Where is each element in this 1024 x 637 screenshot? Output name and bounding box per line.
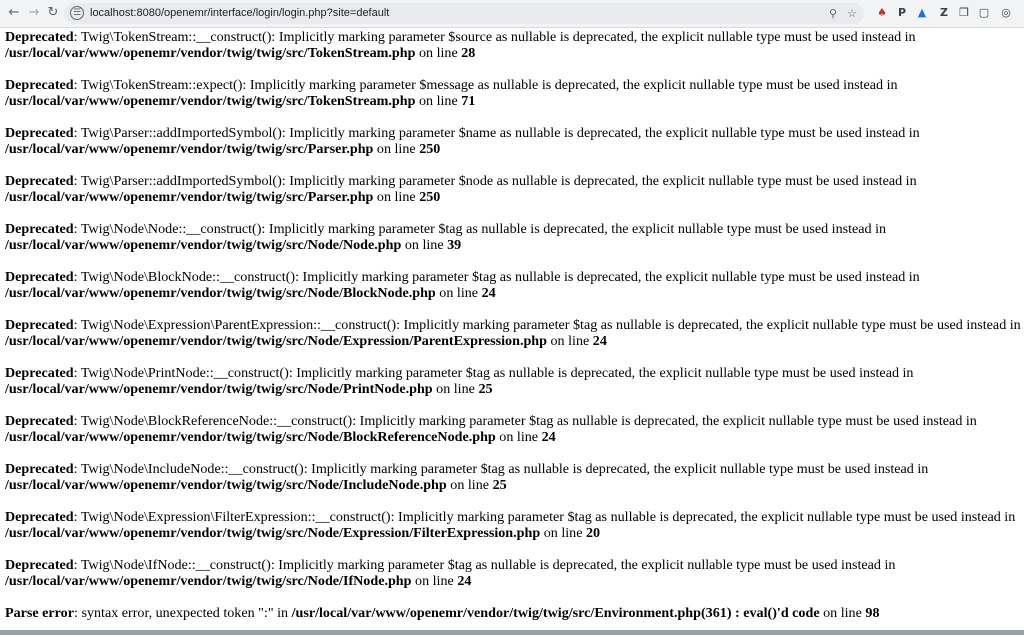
deprecation-file-path: /usr/local/var/www/openemr/vendor/twig/twig/src/Node/PrintNode.php	[5, 381, 433, 397]
deprecation-file-path: /usr/local/var/www/openemr/vendor/twig/twig/src/Parser.php	[5, 141, 374, 157]
deprecation-message	[5, 509, 1021, 541]
deprecation-line-number: 24	[457, 573, 472, 589]
deprecation-text: Twig\TokenStream::__construct(): Implicitly marking parameter $source as nullable is deprecated, the explicit nullable type must be used instead in	[80, 29, 916, 45]
deprecation-text: Twig\Node\PrintNode::__construct(): Implicitly marking parameter $tag as nullable is deprecated, the explicit nullable type must be used instead in	[80, 365, 914, 381]
deprecation-separator: :	[73, 77, 81, 93]
deprecation-line-number: 28	[461, 45, 476, 61]
forward-arrow-icon[interactable]: →	[28, 5, 40, 20]
deprecation-online: on line	[432, 381, 479, 397]
deprecation-file-path: /usr/local/var/www/openemr/vendor/twig/twig/src/Node/IfNode.php	[5, 573, 412, 589]
deprecation-message	[5, 365, 1021, 397]
reload-icon[interactable]: ↻	[47, 5, 59, 20]
deprecation-online: on line	[446, 477, 493, 493]
deprecation-file-path: /usr/local/var/www/openemr/vendor/twig/twig/src/Node/Expression/ParentExpression.php	[5, 333, 547, 349]
deprecation-line-number: 71	[461, 93, 476, 109]
deprecation-online: on line	[546, 333, 593, 349]
deprecation-label: Deprecated	[5, 509, 74, 525]
extension-3-icon[interactable]: ❐	[959, 6, 969, 19]
deprecation-line-number: 20	[586, 525, 601, 541]
deprecation-online: on line	[373, 141, 420, 157]
parse-error-line: 98	[865, 605, 880, 621]
zoom-icon[interactable]: ⚲	[828, 7, 838, 20]
deprecation-file-path: /usr/local/var/www/openemr/vendor/twig/twig/src/Parser.php	[5, 189, 374, 205]
deprecation-text: Twig\Node\BlockReferenceNode::__construct(): Implicitly marking parameter $tag as nullable is deprecated, the explicit nullable type must be used instead in	[80, 413, 977, 429]
deprecation-separator: :	[73, 29, 81, 45]
deprecation-label: Deprecated	[5, 461, 74, 477]
site-info-icon[interactable]: ☰	[70, 6, 84, 20]
deprecation-online: on line	[495, 429, 542, 445]
deprecation-online: on line	[401, 237, 448, 253]
deprecation-text: Twig\Node\Expression\ParentExpression::__construct(): Implicitly marking parameter $tag as nullable is deprecated, the explicit nullable type must be used instead in	[80, 317, 1021, 333]
deprecation-file-path: /usr/local/var/www/openemr/vendor/twig/twig/src/TokenStream.php	[5, 45, 416, 61]
deprecation-file-path: /usr/local/var/www/openemr/vendor/twig/twig/src/Node/BlockReferenceNode.php	[5, 429, 496, 445]
deprecation-file-path: /usr/local/var/www/openemr/vendor/twig/twig/src/TokenStream.php	[5, 93, 416, 109]
extensions-puzzle-icon[interactable]: ▢	[978, 6, 990, 19]
deprecation-line-number: 250	[419, 141, 441, 157]
bookmark-star-icon[interactable]: ☆	[847, 7, 857, 20]
deprecation-message	[5, 29, 1021, 61]
deprecation-message	[5, 413, 1021, 445]
deprecation-separator: :	[73, 557, 81, 573]
deprecation-online: on line	[411, 573, 458, 589]
deprecation-separator: :	[73, 317, 81, 333]
deprecation-online: on line	[373, 189, 420, 205]
parse-error-label: Parse error	[5, 605, 74, 621]
deprecation-label: Deprecated	[5, 557, 74, 573]
address-bar[interactable]	[64, 3, 864, 24]
deprecation-text: Twig\Node\IfNode::__construct(): Implicitly marking parameter $tag as nullable is deprecated, the explicit nullable type must be used instead in	[80, 557, 896, 573]
deprecation-text: Twig\Node\IncludeNode::__construct(): Implicitly marking parameter $tag as nullable is deprecated, the explicit nullable type must be used instead in	[80, 461, 929, 477]
deprecation-label: Deprecated	[5, 29, 74, 45]
deprecation-separator: :	[73, 509, 81, 525]
deprecation-online: on line	[435, 285, 482, 301]
deprecation-separator: :	[73, 173, 81, 189]
extension-1-icon[interactable]: ♠	[877, 6, 887, 19]
bottom-dock-strip	[0, 630, 1024, 635]
deprecation-separator: :	[73, 221, 81, 237]
deprecation-label: Deprecated	[5, 173, 74, 189]
deprecation-message	[5, 461, 1021, 493]
deprecation-label: Deprecated	[5, 365, 74, 381]
parse-error-online: on line	[819, 605, 866, 621]
parse-error-text: syntax error, unexpected token ":" in	[81, 605, 292, 621]
extension-2-icon[interactable]: ▲	[917, 6, 927, 19]
deprecation-separator: :	[73, 413, 81, 429]
deprecation-label: Deprecated	[5, 269, 74, 285]
deprecation-text: Twig\Node\Expression\FilterExpression::__construct(): Implicitly marking parameter $tag as nullable is deprecated, the explicit nullable type must be used instead in	[80, 509, 1016, 525]
deprecation-file-path: /usr/local/var/www/openemr/vendor/twig/twig/src/Node/Node.php	[5, 237, 402, 253]
browser-toolbar	[0, 0, 1024, 28]
deprecation-message	[5, 77, 1021, 109]
deprecation-online: on line	[415, 93, 462, 109]
parse-error-message	[5, 605, 1021, 621]
deprecation-file-path: /usr/local/var/www/openemr/vendor/twig/twig/src/Node/BlockNode.php	[5, 285, 436, 301]
deprecation-label: Deprecated	[5, 221, 74, 237]
deprecation-separator: :	[73, 125, 81, 141]
deprecation-message	[5, 317, 1021, 349]
deprecation-message	[5, 269, 1021, 301]
deprecation-message	[5, 221, 1021, 253]
back-arrow-icon[interactable]: ←	[8, 5, 20, 20]
deprecation-text: Twig\Node\Node::__construct(): Implicitly marking parameter $tag as nullable is deprecated, the explicit nullable type must be used instead in	[80, 221, 887, 237]
deprecation-online: on line	[540, 525, 586, 541]
deprecation-text: Twig\Parser::addImportedSymbol(): Implicitly marking parameter $name as nullable is deprecated, the explicit nullable type must be used instead in	[80, 125, 920, 141]
deprecation-file-path: /usr/local/var/www/openemr/vendor/twig/twig/src/Node/Expression/FilterExpression.php	[5, 525, 541, 541]
deprecation-message	[5, 173, 1021, 205]
extension-p-icon[interactable]: P	[897, 6, 907, 19]
deprecation-line-number: 24	[541, 429, 556, 445]
deprecation-label: Deprecated	[5, 77, 74, 93]
deprecation-separator: :	[73, 365, 81, 381]
deprecation-text: Twig\TokenStream::expect(): Implicitly marking parameter $message as nullable is deprecated, the explicit nullable type must be used instead in	[80, 77, 898, 93]
deprecation-line-number: 39	[447, 237, 462, 253]
deprecation-text: Twig\Node\BlockNode::__construct(): Implicitly marking parameter $tag as nullable is deprecated, the explicit nullable type must be used instead in	[80, 269, 920, 285]
parse-error-separator: :	[74, 605, 82, 621]
extension-z-icon[interactable]: Z	[940, 6, 948, 19]
deprecation-file-path: /usr/local/var/www/openemr/vendor/twig/twig/src/Node/IncludeNode.php	[5, 477, 447, 493]
parse-error-file: /usr/local/var/www/openemr/vendor/twig/twig/src/Environment.php(361) : eval()'d code	[291, 605, 820, 621]
deprecation-message	[5, 557, 1021, 589]
deprecation-label: Deprecated	[5, 317, 74, 333]
deprecation-line-number: 25	[478, 381, 493, 397]
deprecation-separator: :	[73, 461, 81, 477]
deprecation-line-number: 25	[492, 477, 507, 493]
deprecation-text: Twig\Parser::addImportedSymbol(): Implicitly marking parameter $node as nullable is deprecated, the explicit nullable type must be used instead in	[80, 173, 917, 189]
url-text[interactable]: localhost:8080/openemr/interface/login/login.php?site=default	[90, 7, 390, 19]
deprecation-online: on line	[415, 45, 462, 61]
deprecation-label: Deprecated	[5, 413, 74, 429]
deprecation-line-number: 24	[481, 285, 496, 301]
profile-icon[interactable]: ◎	[1001, 6, 1011, 19]
deprecation-message	[5, 125, 1021, 157]
deprecation-separator: :	[73, 269, 81, 285]
deprecation-label: Deprecated	[5, 125, 74, 141]
page-content	[5, 29, 1021, 637]
deprecation-line-number: 250	[419, 189, 441, 205]
deprecation-line-number: 24	[592, 333, 607, 349]
